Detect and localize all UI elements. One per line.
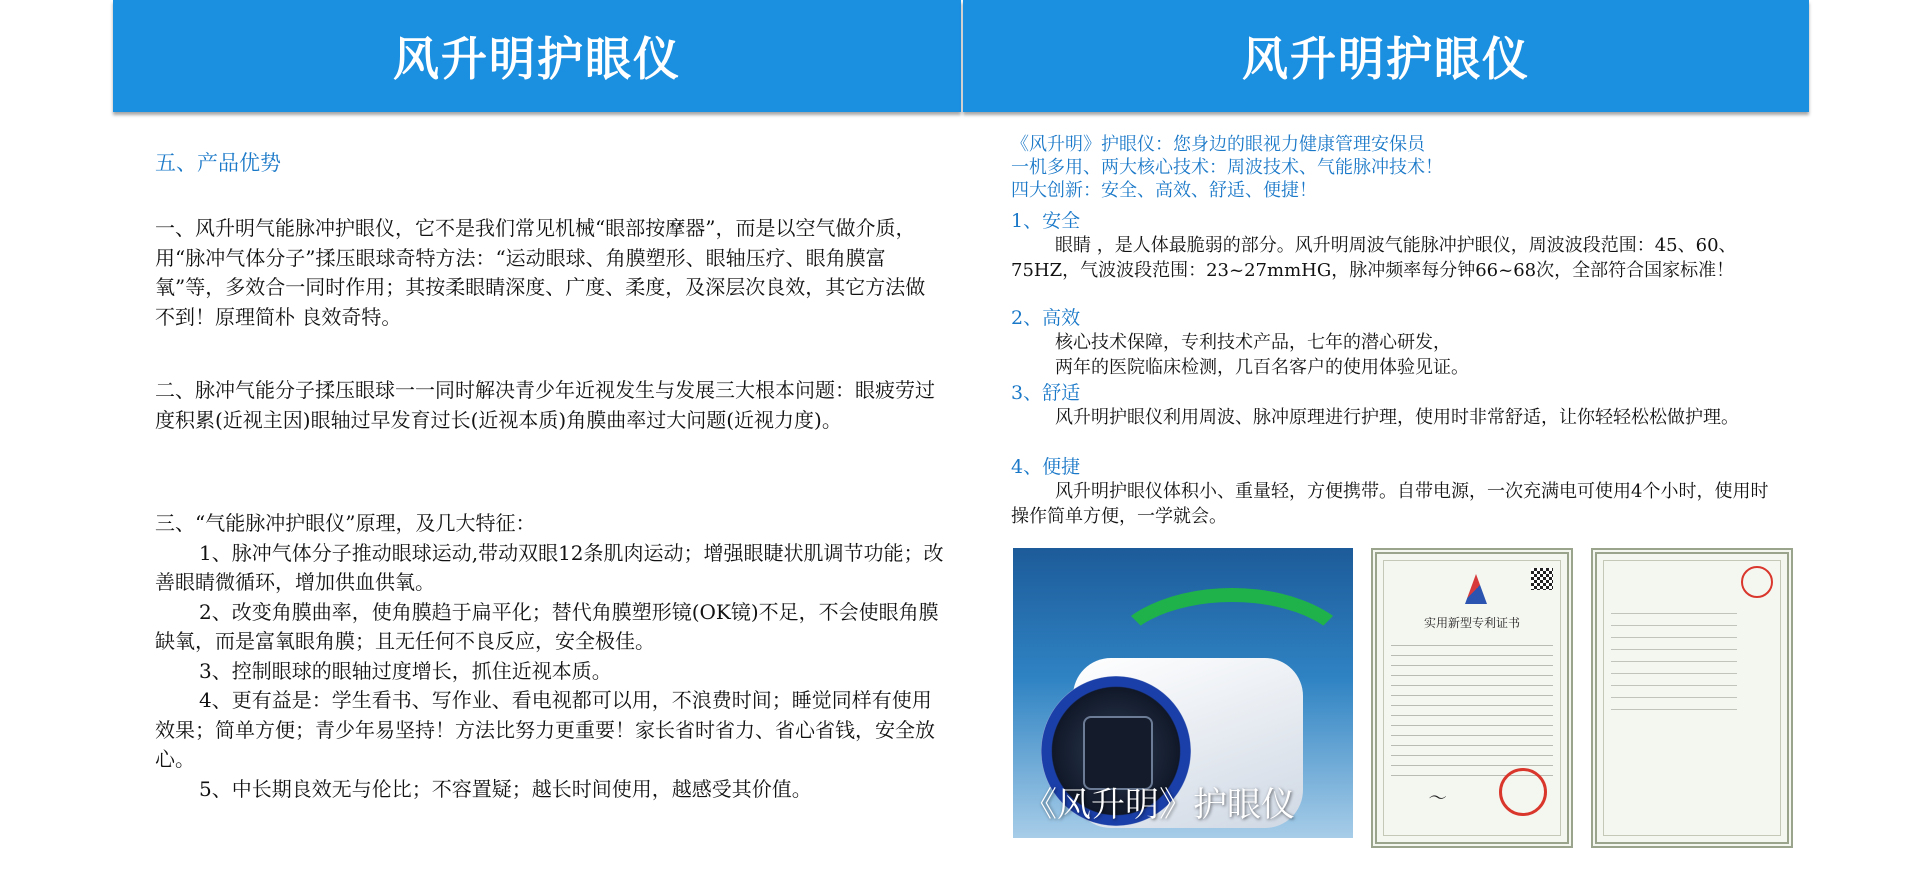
feature-item-2: 2、改变角膜曲率，使角膜趋于扁平化；替代角膜塑形镜(OK镜)不足，不会使眼角膜缺氧，而是富氧眼角膜；且无任何不良反应，安全极佳。	[155, 599, 939, 653]
feature-section-efficiency	[1011, 306, 1771, 380]
feature-section-comfort	[1011, 381, 1771, 430]
section-body	[1011, 405, 1771, 430]
section-text: 眼睛 ，是人体最脆弱的部分。风升明周波气能脉冲护眼仪，周波波段范围：45、60、75HZ，气波波段范围：23~27mmHG，脉冲频率每分钟66~68次，全部符合国家标准！	[1011, 235, 1737, 281]
left-header-title: 风升明护眼仪	[393, 32, 681, 86]
feature-section-safety	[1011, 209, 1771, 283]
feature-item-5: 5、中长期良效无与伦比；不容置疑；越长时间使用，越感受其价值。	[199, 776, 812, 801]
certificate-text-lines	[1611, 602, 1737, 712]
section-text: 两年的医院临床检测，几百名客户的使用体验见证。	[1055, 357, 1469, 378]
photo-caption: 《风升明》护眼仪	[1023, 785, 1295, 825]
advantage-paragraph-1: 一、风升明气能脉冲护眼仪，它不是我们常见机械“眼部按摩器”，而是以空气做介质，用“脉冲气体分子”揉压眼球奇特方法：“运动眼球、角膜塑形、眼轴压疗、眼角膜富氧”等，多效合一同时作用；其按柔眼睛深度、广度、柔度，及深层次良效，其它方法做不到！原理简朴 良效奇特。	[155, 216, 926, 329]
left-slide	[113, 0, 961, 880]
left-header	[113, 0, 961, 112]
section-heading: 3、舒适	[1011, 382, 1081, 404]
feature-item-4: 4、更有益是：学生看书、写作业、看电视都可以用，不浪费时间；睡觉同样有使用效果；简单方便；青少年易坚持！方法比努力更重要！家长省时省力、省心省钱，安全放心。	[155, 688, 935, 771]
certificate-title: 实用新型专利证书	[1423, 616, 1520, 630]
intro-line-1: 《风升明》护眼仪：您身边的眼视力健康管理安保员	[1011, 134, 1425, 155]
section-text: 风升明护眼仪利用周波、脉冲原理进行护理，使用时非常舒适，让你轻轻松松做护理。	[1055, 407, 1739, 428]
section-body	[1011, 330, 1771, 380]
signature-mark: 〜	[1427, 788, 1445, 809]
advantage-paragraph-2: 二、脉冲气能分子揉压眼球一一同时解决青少年近视发生与发展三大根本问题：眼疲劳过度积累(近视主因)眼轴过早发育过长(近视本质)角膜曲率过大问题(近视力度)。	[155, 378, 935, 432]
advantage-paragraph-3	[155, 509, 945, 804]
patent-certificate	[1371, 548, 1573, 848]
right-header-title: 风升明护眼仪	[1242, 32, 1530, 86]
section-body	[1011, 233, 1771, 283]
qr-code-icon	[1531, 568, 1553, 590]
section-body	[1011, 479, 1771, 529]
patent-certificate-page-2	[1591, 548, 1793, 848]
intro-block	[1011, 133, 1771, 202]
section-title: 五、产品优势	[155, 151, 281, 175]
official-seal-icon	[1499, 768, 1547, 816]
right-header	[963, 0, 1809, 112]
section-text: 风升明护眼仪体积小、重量轻，方便携带。自带电源，一次充满电可使用4个小时，使用时操作简单方便，一学就会。	[1011, 481, 1769, 527]
official-seal-icon	[1741, 566, 1773, 598]
section-text: 核心技术保障，专利技术产品，七年的潜心研发，	[1055, 332, 1451, 353]
section-heading: 4、便捷	[1011, 456, 1081, 478]
section-heading: 1、安全	[1011, 210, 1081, 232]
feature-item-1: 1、脉冲气体分子推动眼球运动,带动双眼12条肌肉运动；增强眼睫状肌调节功能；改善眼睛微循环，增加供血供氧。	[155, 540, 944, 594]
paragraph-3-title: 三、“气能脉冲护眼仪”原理，及几大特征：	[155, 511, 536, 535]
intro-line-3: 四大创新：安全、高效、舒适、便捷！	[1011, 180, 1317, 201]
intro-line-2: 一机多用、两大核心技术：周波技术、气能脉冲技术！	[1011, 157, 1443, 178]
feature-item-3: 3、控制眼球的眼轴过度增长，抓住近视本质。	[199, 658, 612, 683]
section-heading: 2、高效	[1011, 307, 1081, 329]
feature-section-convenience	[1011, 455, 1771, 529]
right-slide	[963, 0, 1809, 880]
certificate-text-lines	[1391, 636, 1553, 776]
product-photo	[1013, 548, 1353, 838]
